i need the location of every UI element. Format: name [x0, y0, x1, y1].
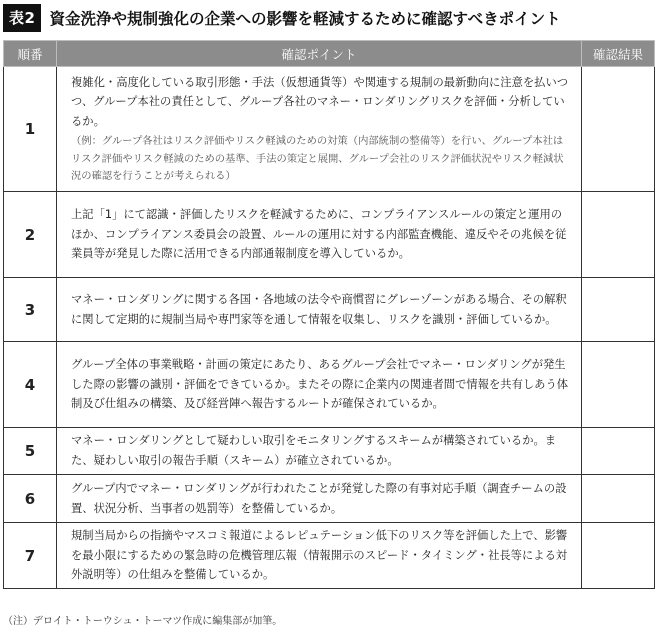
checkpoint-table — [3, 40, 655, 589]
checkpoint-text: グループ内でマネー・ロンダリングが行われたことが発覚した際の有事対応手順（調査チームの設置、状況分析、当事者の処罰等）を整備しているか。 — [71, 481, 567, 515]
table-number-badge: 表2 — [3, 4, 41, 32]
checkpoint-text: グループ全体の事業戦略・計画の策定にあたり、あるグループ会社でマネー・ロンダリングが発生した際の影響の識別・評価をできているか。またその際に企業内の関連者間で情報を共有しあう体制及び仕組みの構築、及び経営陣へ報告するルートが確保されているか。 — [71, 358, 569, 411]
row-number: 3 — [4, 278, 57, 342]
source-note: （注）デロイト・トーウシュ・トーマツ作成に編集部が加筆。 — [3, 616, 283, 627]
table-header-row — [4, 41, 655, 67]
checkpoint-cell — [57, 192, 582, 278]
checkpoint-cell — [57, 67, 582, 192]
checkpoint-text: 上記「1」にて認識・評価したリスクを軽減するために、コンプライアンスルールの策定と運用のほか、コンプライアンス委員会の設置、ルールの運用に対する内部監査機能、違反やその兆候を従業員等が発見した際に活用できる内部通報制度を導入しているか。 — [71, 208, 567, 261]
checkpoint-cell — [57, 342, 582, 428]
row-number: 5 — [4, 428, 57, 475]
table-row — [4, 278, 655, 342]
checkpoint-cell — [57, 523, 582, 589]
row-number: 1 — [4, 67, 57, 192]
table-row — [4, 428, 655, 475]
result-cell[interactable] — [582, 67, 655, 192]
title-row — [3, 3, 561, 33]
row-number: 6 — [4, 475, 57, 523]
row-number: 4 — [4, 342, 57, 428]
checkpoint-cell — [57, 428, 582, 475]
result-cell[interactable] — [582, 342, 655, 428]
result-cell[interactable] — [582, 192, 655, 278]
checkpoint-example: （例：グループ各社はリスク評価やリスク軽減のための対策（内部統制の整備等）を行い、グループ本社はリスク評価やリスク軽減のための基準、手法の策定と展開、グループ会社のリスク評価状況やリスク軽減状況の確認を行うことが考えられる） — [71, 135, 564, 183]
checkpoint-text: 規制当局からの指摘やマスコミ報道によるレピュテーション低下のリスク等を評価した上で、影響を最小限にするための緊急時の危機管理広報（情報開示のスピード・タイミング・社長等による対外説明等）の仕組みを整備しているか。 — [71, 529, 568, 582]
table-row — [4, 475, 655, 523]
table-row — [4, 342, 655, 428]
table-row — [4, 67, 655, 192]
checkpoint-text: マネー・ロンダリングに関する各国・各地域の法令や商慣習にグレーゾーンがある場合、その解釈に関して定期的に規制当局や専門家等を通して情報を収集し、リスクを識別・評価しているか。 — [71, 292, 567, 326]
header-order: 順番 — [4, 41, 57, 67]
checkpoint-cell — [57, 475, 582, 523]
result-cell[interactable] — [582, 278, 655, 342]
result-cell[interactable] — [582, 475, 655, 523]
checkpoint-text: 複雑化・高度化している取引形態・手法（仮想通貨等）や関連する規制の最新動向に注意を払いつつ、グループ本社の責任として、グループ各社のマネー・ロンダリングリスクを評価・分析しているか。 — [71, 75, 569, 128]
result-cell[interactable] — [582, 428, 655, 475]
page-title: 資金洗浄や規制強化の企業への影響を軽減するために確認すべきポイント — [49, 10, 561, 28]
header-checkpoint: 確認ポイント — [57, 41, 582, 67]
header-result: 確認結果 — [582, 41, 655, 67]
table-row — [4, 192, 655, 278]
row-number: 7 — [4, 523, 57, 589]
row-number: 2 — [4, 192, 57, 278]
checkpoint-text: マネー・ロンダリングとして疑わしい取引をモニタリングするスキームが構築されているか。また、疑わしい取引の報告手順（スキーム）が確立されているか。 — [71, 434, 557, 467]
result-cell[interactable] — [582, 523, 655, 589]
checkpoint-cell — [57, 278, 582, 342]
table-row — [4, 523, 655, 589]
